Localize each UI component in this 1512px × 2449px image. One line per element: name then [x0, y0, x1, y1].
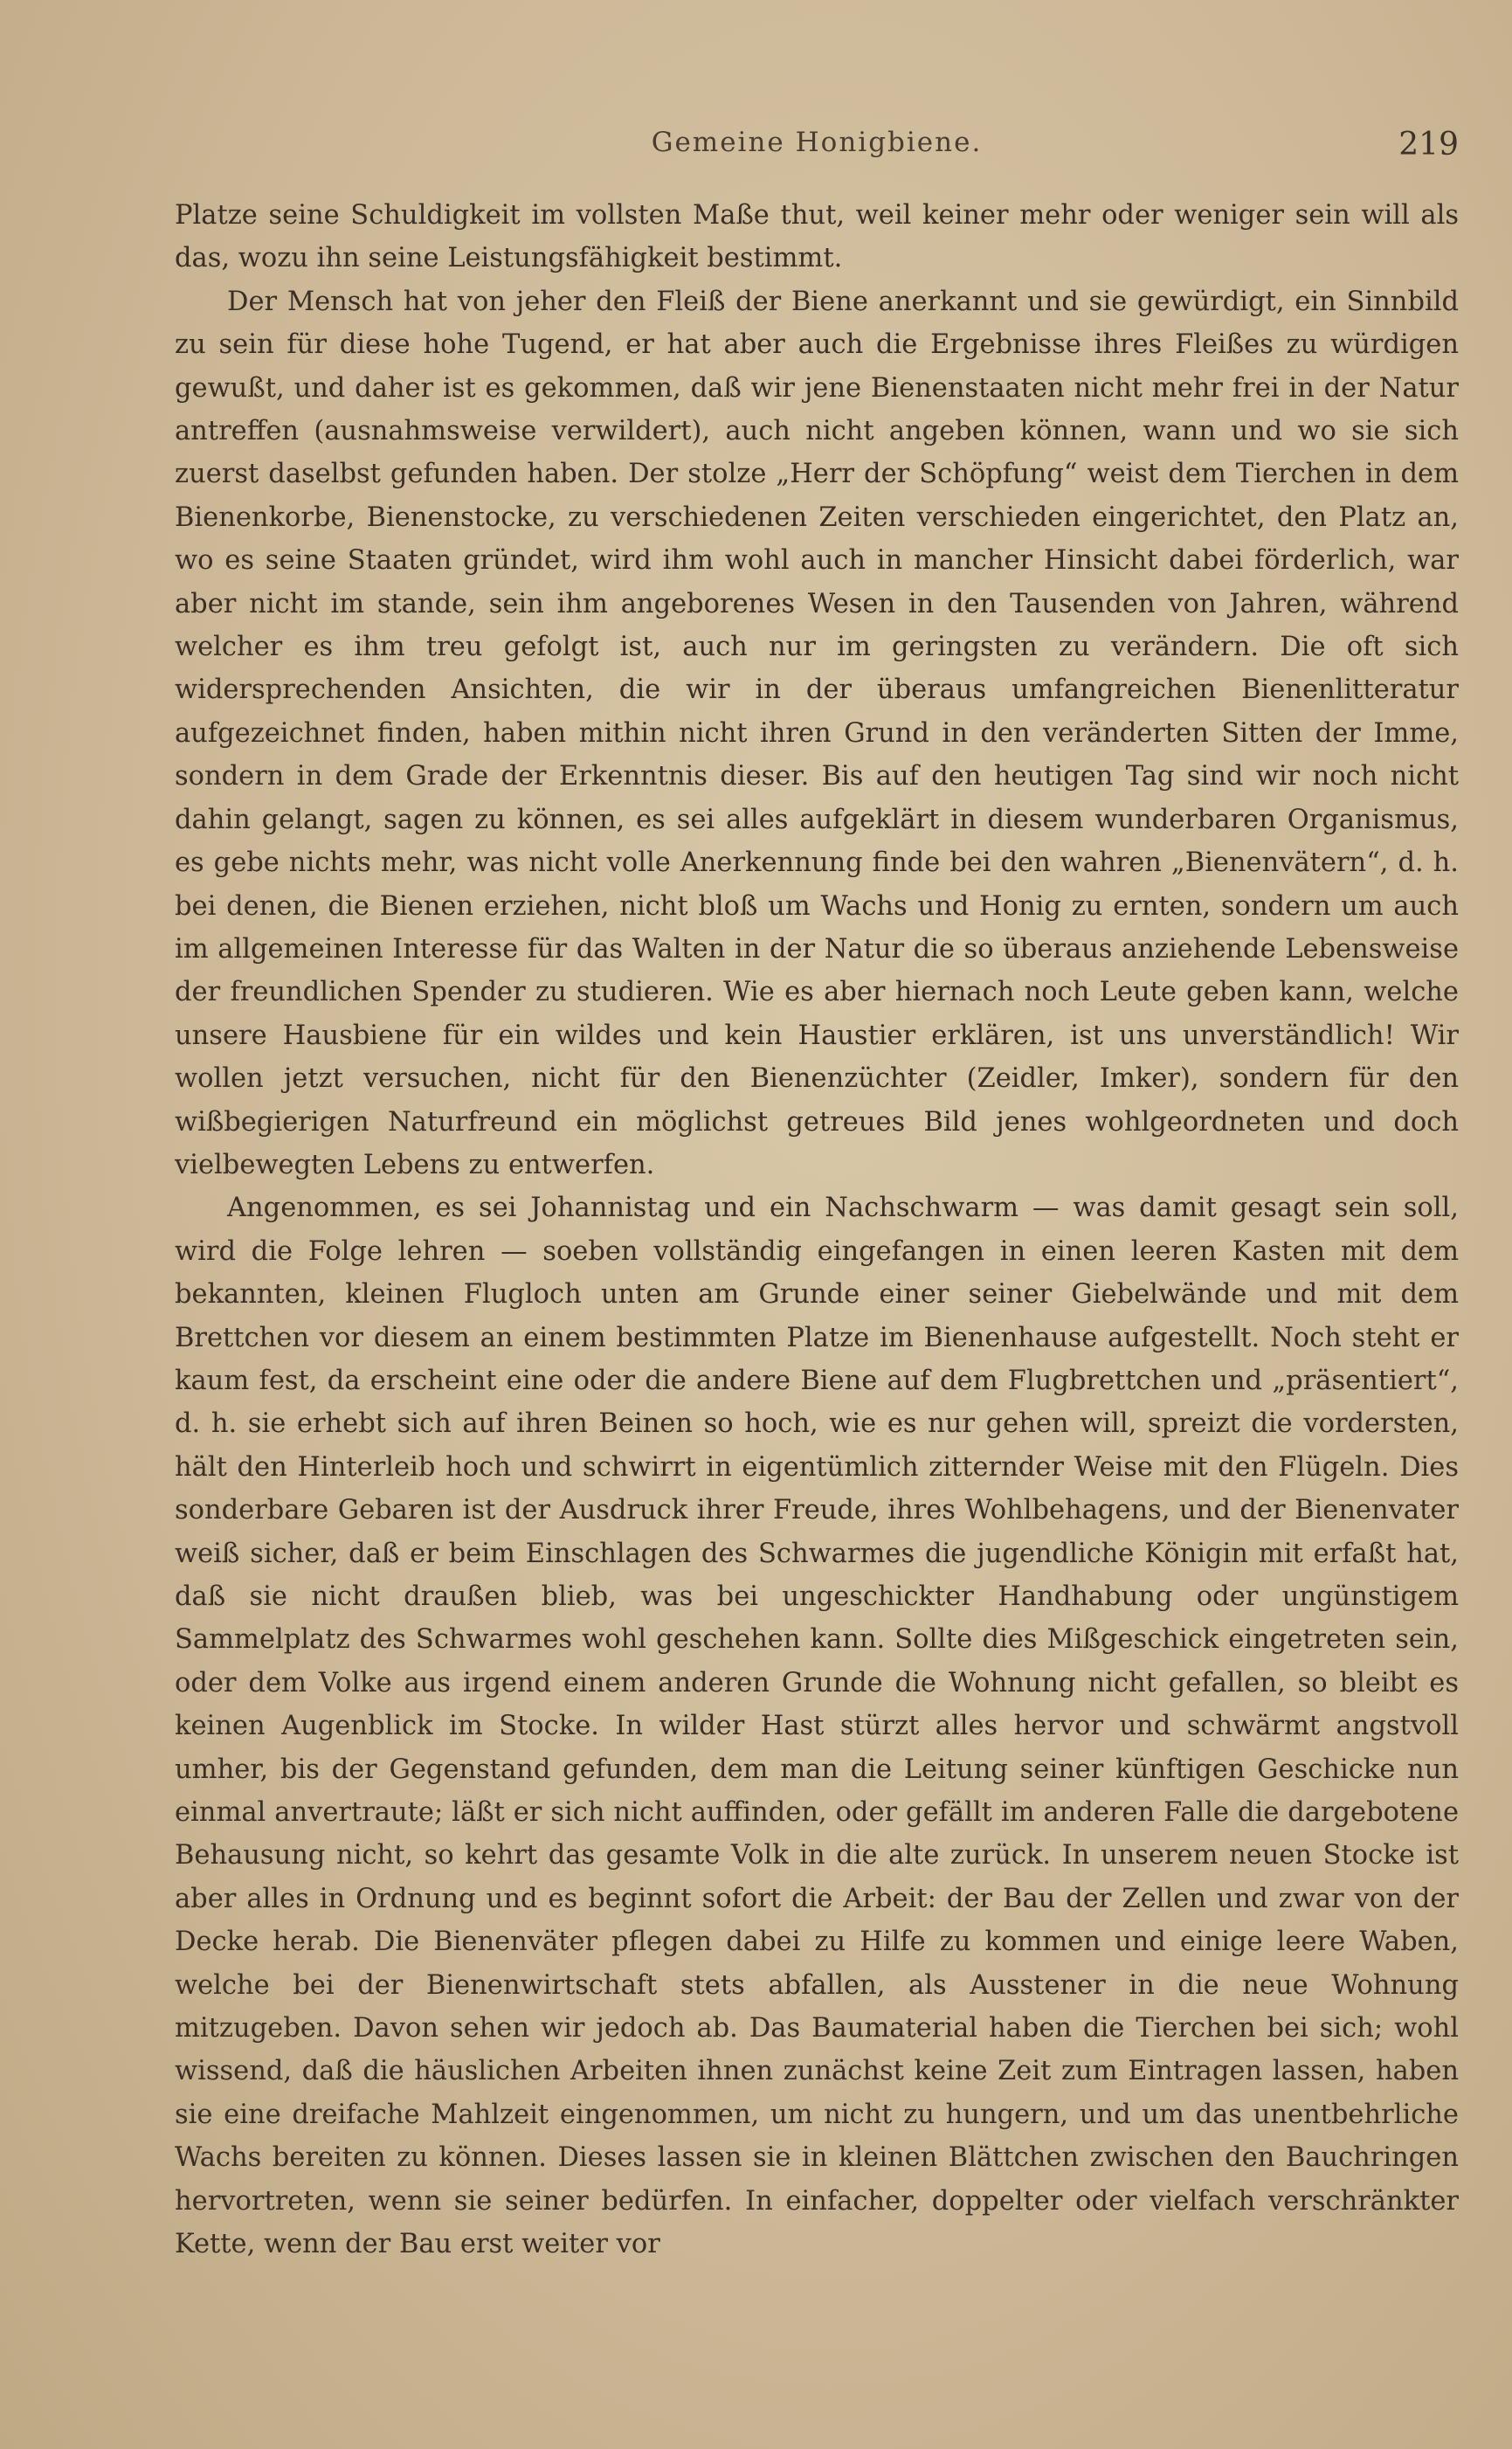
body-text [175, 194, 1459, 2266]
paragraph: Angenommen, es sei Johannistag und ein Nachschwarm — was damit gesagt sein soll, wird die Folge lehren — soeben vollständig eingefangen in einen leeren Kasten mit dem bekannten, kleinen Flugloch unten am Grunde einer seiner Giebelwände und mit dem Brettchen vor diesem an einem bestimmten Platze im Bienenhause aufgestellt. Noch steht er kaum fest, da erscheint eine oder die andere Biene auf dem Flugbrettchen und „präsentiert“, d. h. sie erhebt sich auf ihren Beinen so hoch, wie es nur gehen will, spreizt die vordersten, hält den Hinterleib hoch und schwirrt in eigentümlich zitternder Weise mit den Flügeln. Dies sonderbare Gebaren ist der Ausdruck ihrer Freude, ihres Wohlbehagens, und der Bienenvater weiß sicher, daß er beim Einschlagen des Schwarmes die jugendliche Königin mit erfaßt hat, daß sie nicht draußen blieb, was bei ungeschickter Handhabung oder ungünstigem Sammelplatz des Schwarmes wohl geschehen kann. Sollte dies Mißgeschick eingetreten sein, oder dem Volke aus irgend einem anderen Grunde die Wohnung nicht gefallen, so bleibt es keinen Augenblick im Stocke. In wilder Hast stürzt alles hervor und schwärmt angstvoll umher, bis der Gegenstand gefunden, dem man die Leitung seiner künftigen Geschicke nun einmal anvertraute; läßt er sich nicht auffinden, oder gefällt im anderen Falle die dargebotene Behausung nicht, so kehrt das gesamte Volk in die alte zurück. In unserem neuen Stocke ist aber alles in Ordnung und es beginnt sofort die Arbeit: der Bau der Zellen und zwar von der Decke herab. Die Bienenväter pflegen dabei zu Hilfe zu kommen und einige leere Waben, welche bei der Bienenwirtschaft stets abfallen, als Ausstener in die neue Wohnung mitzugeben. Davon sehen wir jedoch ab. Das Baumaterial haben die Tierchen bei sich; wohl wissend, daß die häuslichen Arbeiten ihnen zunächst keine Zeit zum Eintragen lassen, haben sie eine dreifache Mahlzeit eingenommen, um nicht zu hungern, und um das unentbehrliche Wachs bereiten zu können. Dieses lassen sie in kleinen Blättchen zwischen den Bauchringen hervortreten, wenn sie seiner bedürfen. In einfacher, doppelter oder vielfach verschränkter Kette, wenn der Bau erst weiter vor [175, 1193, 1459, 2260]
page-header [175, 127, 1459, 170]
running-title: Gemeine Honigbiene. [651, 127, 983, 158]
paragraph: Der Mensch hat von jeher den Fleiß der Biene anerkannt und sie gewürdigt, ein Sinnbild zu sein für diese hohe Tugend, er hat aber auch die Ergebnisse ihres Fleißes zu würdigen gewußt, und daher ist es gekommen, daß wir jene Bienenstaaten nicht mehr frei in der Natur antreffen (ausnahmsweise verwildert), auch nicht angeben können, wann und wo sie sich zuerst daselbst gefunden haben. Der stolze „Herr der Schöpfung“ weist dem Tierchen in dem Bienenkorbe, Bienenstocke, zu verschiedenen Zeiten verschieden eingerichtet, den Platz an, wo es seine Staaten gründet, wird ihm wohl auch in mancher Hinsicht dabei förderlich, war aber nicht im stande, sein ihm angeborenes Wesen in den Tausenden von Jahren, während welcher es ihm treu gefolgt ist, auch nur im geringsten zu verändern. Die oft sich widersprechenden Ansichten, die wir in der überaus umfangreichen Bienenlitteratur aufgezeichnet finden, haben mithin nicht ihren Grund in den veränderten Sitten der Imme, sondern in dem Grade der Erkenntnis dieser. Bis auf den heutigen Tag sind wir noch nicht dahin gelangt, sagen zu können, es sei alles aufgeklärt in diesem wunderbaren Organismus, es gebe nichts mehr, was nicht volle Anerkennung finde bei den wahren „Bienenvätern“, d. h. bei denen, die Bienen erziehen, nicht bloß um Wachs und Honig zu ernten, sondern um auch im allgemeinen Interesse für das Walten in der Natur die so überaus anziehende Lebensweise der freundlichen Spender zu studieren. Wie es aber hiernach noch Leute geben kann, welche unsere Hausbiene für ein wildes und kein Haustier erklären, ist uns unverständlich! Wir wollen jetzt versuchen, nicht für den Bienenzüchter (Zeidler, Imker), sondern für den wißbegierigen Naturfreund ein möglichst getreues Bild jenes wohlgeordneten und doch vielbewegten Lebens zu entwerfen. [175, 286, 1459, 1180]
page-number: 219 [1398, 127, 1459, 163]
paragraph: Platze seine Schuldigkeit im vollsten Maße thut, weil keiner mehr oder weniger sein will als das, wozu ihn seine Leistungsfähigkeit bestimmt. [175, 200, 1459, 274]
